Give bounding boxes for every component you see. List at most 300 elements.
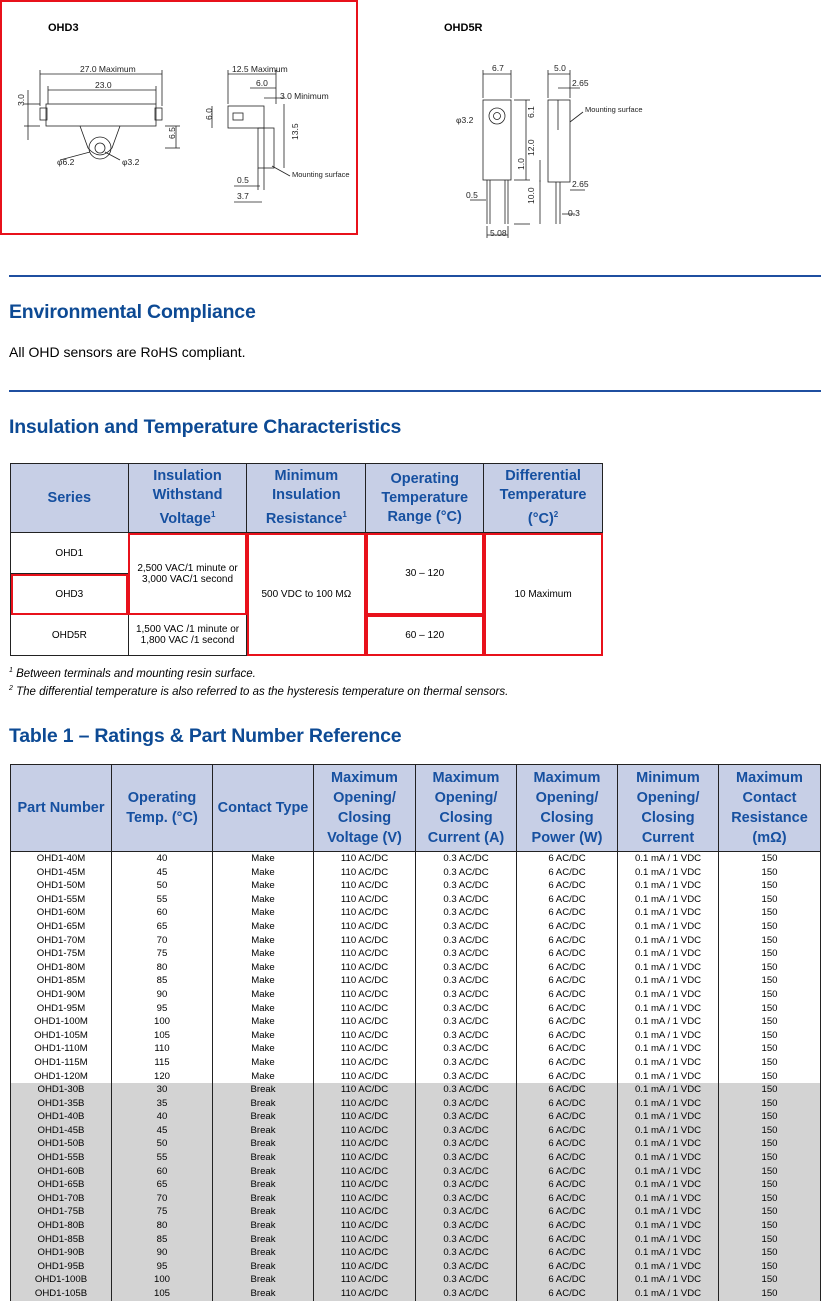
table-cell: 6 AC/DC — [517, 974, 618, 988]
table-cell: 45 — [112, 866, 213, 880]
table-cell: 75 — [112, 1205, 213, 1219]
table-cell: 0.3 AC/DC — [416, 1219, 517, 1233]
table-cell: 6 AC/DC — [517, 1029, 618, 1043]
table-cell: 150 — [719, 1002, 821, 1016]
table-cell: 110 AC/DC — [314, 1042, 416, 1056]
ohd5r-dim-d32: φ3.2 — [456, 115, 474, 125]
table-cell: 6 AC/DC — [517, 1083, 618, 1097]
table-cell: 0.1 mA / 1 VDC — [618, 988, 719, 1002]
table-cell: 150 — [719, 1151, 821, 1165]
ohd3-dim-max-length: 27.0 Maximum — [80, 64, 136, 74]
table-cell: OHD1-100M — [11, 1015, 112, 1029]
table-cell: 6 AC/DC — [517, 1205, 618, 1219]
table-cell: 110 AC/DC — [314, 879, 416, 893]
table-cell: 0.3 AC/DC — [416, 1070, 517, 1084]
table-cell: OHD1-70M — [11, 934, 112, 948]
ins-resistance: 500 VDC to 100 MΩ — [247, 533, 366, 656]
section-rule-2 — [9, 390, 821, 392]
table-cell: 150 — [719, 1042, 821, 1056]
table-cell: 110 AC/DC — [314, 1056, 416, 1070]
table-cell: 0.1 mA / 1 VDC — [618, 1083, 719, 1097]
table-cell: OHD1-35B — [11, 1097, 112, 1111]
ohd3-drawing — [0, 0, 360, 235]
table-cell: 6 AC/DC — [517, 1110, 618, 1124]
insulation-table — [10, 463, 603, 656]
table-row — [11, 1002, 821, 1016]
table-cell: OHD1-70B — [11, 1192, 112, 1206]
table-cell: 0.1 mA / 1 VDC — [618, 1178, 719, 1192]
table-cell: 100 — [112, 1273, 213, 1287]
table-cell: 0.1 mA / 1 VDC — [618, 1287, 719, 1301]
table-cell: 0.3 AC/DC — [416, 1002, 517, 1016]
footnote-2: $^2$ The differential temperature is also referred to as the hysteresis temperature on thermal sensors. — [9, 685, 509, 698]
table-cell: 0.3 AC/DC — [416, 906, 517, 920]
table-cell: 0.1 mA / 1 VDC — [618, 1137, 719, 1151]
table-cell: 150 — [719, 1219, 821, 1233]
table-cell: OHD1-50M — [11, 879, 112, 893]
table-cell: Break — [213, 1083, 314, 1097]
table-row — [11, 1233, 821, 1247]
table-cell: Break — [213, 1246, 314, 1260]
table-row — [11, 879, 821, 893]
ohd5r-dim-h61: 6.1 — [526, 106, 536, 118]
table-cell: 150 — [719, 1233, 821, 1247]
table-cell: 6 AC/DC — [517, 1219, 618, 1233]
table-cell: 110 AC/DC — [314, 1110, 416, 1124]
table-cell: 65 — [112, 920, 213, 934]
table-cell: 6 AC/DC — [517, 852, 618, 866]
table-cell: 150 — [719, 1070, 821, 1084]
table-cell: 0.3 AC/DC — [416, 1273, 517, 1287]
table-cell: Break — [213, 1260, 314, 1274]
table-cell: 150 — [719, 1124, 821, 1138]
ins-series-ohd1: OHD1 — [11, 533, 129, 574]
ins-series-ohd5r: OHD5R — [11, 615, 129, 656]
table-cell: 6 AC/DC — [517, 1137, 618, 1151]
ohd3-dim-t05: 0.5 — [237, 175, 249, 185]
table-cell: 110 AC/DC — [314, 1233, 416, 1247]
table-cell: 150 — [719, 934, 821, 948]
ohd5r-dim-h120: 12.0 — [526, 139, 536, 156]
table-cell: 150 — [719, 1015, 821, 1029]
table-cell: Make — [213, 1070, 314, 1084]
table-cell: 6 AC/DC — [517, 893, 618, 907]
table-cell: Break — [213, 1273, 314, 1287]
table-cell: 6 AC/DC — [517, 1273, 618, 1287]
table-cell: 6 AC/DC — [517, 1287, 618, 1301]
ins-header-row — [11, 464, 603, 533]
table-row — [11, 947, 821, 961]
table-cell: 0.3 AC/DC — [416, 947, 517, 961]
table-cell: Make — [213, 988, 314, 1002]
ohd3-dim-min30: 3.0 Minimum — [280, 91, 329, 101]
ins-range-1: 30 – 120 — [366, 533, 484, 615]
table-row — [11, 1110, 821, 1124]
table-row — [11, 1219, 821, 1233]
table-cell: OHD1-55M — [11, 893, 112, 907]
table-cell: OHD1-30B — [11, 1083, 112, 1097]
table-cell: Break — [213, 1233, 314, 1247]
table-cell: 6 AC/DC — [517, 866, 618, 880]
table-cell: 150 — [719, 1178, 821, 1192]
table-cell: 150 — [719, 920, 821, 934]
ins-voltage-1: 2,500 VAC/1 minute or 3,000 VAC/1 second — [128, 533, 247, 615]
table-cell: Make — [213, 1029, 314, 1043]
ratings-header-3: Maximum Opening/ Closing Voltage (V) — [314, 765, 416, 852]
table-cell: OHD1-60M — [11, 906, 112, 920]
table-cell: 0.3 AC/DC — [416, 1192, 517, 1206]
table-cell: 55 — [112, 893, 213, 907]
table-cell: 110 AC/DC — [314, 1287, 416, 1301]
table-cell: 0.3 AC/DC — [416, 988, 517, 1002]
table-cell: Make — [213, 893, 314, 907]
table-cell: OHD1-100B — [11, 1273, 112, 1287]
table-cell: Break — [213, 1110, 314, 1124]
table-cell: 150 — [719, 1110, 821, 1124]
table-row — [11, 1260, 821, 1274]
ohd3-dim-w60: 6.0 — [256, 78, 268, 88]
table-cell: Break — [213, 1137, 314, 1151]
table-cell: Break — [213, 1165, 314, 1179]
env-heading: Environmental Compliance — [9, 301, 256, 323]
ratings-header-5: Maximum Opening/ Closing Power (W) — [517, 765, 618, 852]
table-cell: 0.1 mA / 1 VDC — [618, 1260, 719, 1274]
table-cell: 6 AC/DC — [517, 879, 618, 893]
ohd5r-dim-pitch: 5.08 — [490, 228, 507, 238]
ohd3-mounting-label: Mounting surface — [292, 170, 350, 179]
table-cell: 0.1 mA / 1 VDC — [618, 947, 719, 961]
table-cell: 70 — [112, 1192, 213, 1206]
table-cell: 90 — [112, 1246, 213, 1260]
table-cell: 0.3 AC/DC — [416, 1151, 517, 1165]
table-cell: 60 — [112, 1165, 213, 1179]
table-cell: OHD1-95M — [11, 1002, 112, 1016]
table-cell: Make — [213, 866, 314, 880]
table-cell: OHD1-85B — [11, 1233, 112, 1247]
table-cell: Make — [213, 1056, 314, 1070]
table-cell: 0.3 AC/DC — [416, 1083, 517, 1097]
ins-header-series: Series — [11, 464, 129, 533]
table-row — [11, 1178, 821, 1192]
table-cell: 0.3 AC/DC — [416, 1042, 517, 1056]
table-cell: 0.1 mA / 1 VDC — [618, 1042, 719, 1056]
table-cell: 0.1 mA / 1 VDC — [618, 1165, 719, 1179]
ohd3-dim-h60: 6.0 — [204, 108, 214, 120]
table-cell: 55 — [112, 1151, 213, 1165]
table-cell: 0.3 AC/DC — [416, 1178, 517, 1192]
table-cell: 0.3 AC/DC — [416, 1124, 517, 1138]
table-cell: Make — [213, 1042, 314, 1056]
table-cell: 0.3 AC/DC — [416, 1056, 517, 1070]
table-cell: OHD1-45M — [11, 866, 112, 880]
table-cell: 0.1 mA / 1 VDC — [618, 879, 719, 893]
ohd3-dim-h135: 13.5 — [290, 123, 300, 140]
table-cell: 80 — [112, 1219, 213, 1233]
table-cell: 110 AC/DC — [314, 1165, 416, 1179]
ohd3-dim-t37: 3.7 — [237, 191, 249, 201]
table-cell: 0.3 AC/DC — [416, 1015, 517, 1029]
table-row — [11, 1273, 821, 1287]
ohd3-dim-w125: 12.5 Maximum — [232, 64, 288, 74]
table-cell: Break — [213, 1287, 314, 1301]
table-cell: 150 — [719, 879, 821, 893]
table-cell: 0.1 mA / 1 VDC — [618, 1110, 719, 1124]
table-cell: 0.3 AC/DC — [416, 1233, 517, 1247]
table-cell: 150 — [719, 1246, 821, 1260]
ohd5r-dim-w265a: 2.65 — [572, 78, 589, 88]
footnote-1: $^1$ Between terminals and mounting resin surface. — [9, 667, 256, 680]
table-row — [11, 1287, 821, 1301]
table-cell: 0.3 AC/DC — [416, 1029, 517, 1043]
table-cell: 150 — [719, 893, 821, 907]
table-cell: 110 AC/DC — [314, 988, 416, 1002]
table-cell: 0.1 mA / 1 VDC — [618, 1029, 719, 1043]
table-cell: 6 AC/DC — [517, 1015, 618, 1029]
table-cell: 0.3 AC/DC — [416, 934, 517, 948]
ohd5r-dim-t05: 0.5 — [466, 190, 478, 200]
ins-row-ohd1 — [11, 533, 603, 574]
ohd5r-dim-w67: 6.7 — [492, 63, 504, 73]
table-cell: 150 — [719, 961, 821, 975]
table-cell: 95 — [112, 1260, 213, 1274]
table-cell: Make — [213, 961, 314, 975]
table-cell: 110 AC/DC — [314, 852, 416, 866]
table-row — [11, 852, 821, 866]
table-cell: 0.1 mA / 1 VDC — [618, 1015, 719, 1029]
ins-heading: Insulation and Temperature Characteristics — [9, 416, 402, 438]
table-cell: 110 — [112, 1042, 213, 1056]
ins-header-resistance: Minimum Insulation Resistance$^1$ — [247, 464, 366, 533]
table-cell: 6 AC/DC — [517, 934, 618, 948]
table-cell: 6 AC/DC — [517, 988, 618, 1002]
table-cell: 0.1 mA / 1 VDC — [618, 893, 719, 907]
table-cell: 105 — [112, 1287, 213, 1301]
table-cell: OHD1-55B — [11, 1151, 112, 1165]
table-cell: 6 AC/DC — [517, 1178, 618, 1192]
table-cell: 0.1 mA / 1 VDC — [618, 920, 719, 934]
table-cell: 0.3 AC/DC — [416, 1137, 517, 1151]
ins-diff: 10 Maximum — [484, 533, 603, 656]
table-cell: 0.1 mA / 1 VDC — [618, 1246, 719, 1260]
table-cell: 0.1 mA / 1 VDC — [618, 866, 719, 880]
table-cell: 0.3 AC/DC — [416, 852, 517, 866]
table-cell: Make — [213, 947, 314, 961]
table-cell: 150 — [719, 974, 821, 988]
table-cell: Make — [213, 1002, 314, 1016]
ohd5r-dim-w265b: 2.65 — [572, 179, 589, 189]
table-cell: Break — [213, 1219, 314, 1233]
table-row — [11, 1205, 821, 1219]
table-cell: 110 AC/DC — [314, 1205, 416, 1219]
table-cell: 0.1 mA / 1 VDC — [618, 934, 719, 948]
table-cell: OHD1-40B — [11, 1110, 112, 1124]
table-cell: OHD1-95B — [11, 1260, 112, 1274]
table-cell: 0.3 AC/DC — [416, 920, 517, 934]
table-cell: 6 AC/DC — [517, 1002, 618, 1016]
table-cell: 110 AC/DC — [314, 1002, 416, 1016]
table-cell: 110 AC/DC — [314, 1070, 416, 1084]
table-row — [11, 906, 821, 920]
section-rule-1 — [9, 275, 821, 277]
ins-header-diff: Differential Temperature $(^\circ C)^2$ — [484, 464, 603, 533]
table-cell: 0.1 mA / 1 VDC — [618, 1056, 719, 1070]
table-cell: 0.1 mA / 1 VDC — [618, 1070, 719, 1084]
table-cell: Make — [213, 974, 314, 988]
ohd3-dim-length: 23.0 — [95, 80, 112, 90]
table-cell: 150 — [719, 1097, 821, 1111]
table-cell: 110 AC/DC — [314, 866, 416, 880]
table-cell: 0.1 mA / 1 VDC — [618, 1097, 719, 1111]
table-cell: 0.3 AC/DC — [416, 879, 517, 893]
ohd5r-title: OHD5R — [444, 22, 483, 34]
table-cell: OHD1-120M — [11, 1070, 112, 1084]
ins-header-range: Operating Temperature Range (°C) — [366, 464, 484, 533]
ratings-header-6: Minimum Opening/ Closing Current — [618, 765, 719, 852]
table-row — [11, 1192, 821, 1206]
table-cell: 70 — [112, 934, 213, 948]
table-cell: Make — [213, 906, 314, 920]
table-cell: 100 — [112, 1015, 213, 1029]
table-cell: 0.3 AC/DC — [416, 866, 517, 880]
table-cell: 150 — [719, 1192, 821, 1206]
table-cell: 150 — [719, 852, 821, 866]
table-cell: 150 — [719, 947, 821, 961]
table-cell: 0.3 AC/DC — [416, 1097, 517, 1111]
ohd5r-dim-h100: 10.0 — [526, 187, 536, 204]
table-cell: 110 AC/DC — [314, 1260, 416, 1274]
ratings-header-1: Operating Temp. (°C) — [112, 765, 213, 852]
table-cell: 0.3 AC/DC — [416, 961, 517, 975]
table-cell: 110 AC/DC — [314, 961, 416, 975]
table-cell: 0.1 mA / 1 VDC — [618, 961, 719, 975]
table-cell: 6 AC/DC — [517, 1260, 618, 1274]
table-cell: 0.1 mA / 1 VDC — [618, 1002, 719, 1016]
table-cell: 150 — [719, 1137, 821, 1151]
table-cell: 110 AC/DC — [314, 947, 416, 961]
table-cell: 6 AC/DC — [517, 1097, 618, 1111]
table-cell: OHD1-75B — [11, 1205, 112, 1219]
ratings-table — [10, 764, 821, 1301]
table-cell: OHD1-65B — [11, 1178, 112, 1192]
table-cell: 110 AC/DC — [314, 1178, 416, 1192]
table-cell: Make — [213, 920, 314, 934]
table-cell: OHD1-60B — [11, 1165, 112, 1179]
table-cell: 6 AC/DC — [517, 1233, 618, 1247]
ohd3-dim-65: 6.5 — [167, 127, 177, 139]
table-cell: 110 AC/DC — [314, 1273, 416, 1287]
table-cell: 85 — [112, 974, 213, 988]
table-cell: Make — [213, 852, 314, 866]
table-cell: 110 AC/DC — [314, 974, 416, 988]
table-cell: 6 AC/DC — [517, 1192, 618, 1206]
table-row — [11, 988, 821, 1002]
table-cell: Make — [213, 1015, 314, 1029]
table-row — [11, 1056, 821, 1070]
table-cell: 95 — [112, 1002, 213, 1016]
table-cell: OHD1-75M — [11, 947, 112, 961]
table-cell: 150 — [719, 866, 821, 880]
table-cell: 150 — [719, 988, 821, 1002]
ratings-body — [11, 852, 821, 1301]
table-row — [11, 1042, 821, 1056]
table-cell: 60 — [112, 906, 213, 920]
table-cell: 0.1 mA / 1 VDC — [618, 906, 719, 920]
table-cell: 6 AC/DC — [517, 1151, 618, 1165]
table-cell: OHD1-105M — [11, 1029, 112, 1043]
table-cell: 110 AC/DC — [314, 1124, 416, 1138]
table-cell: Make — [213, 934, 314, 948]
table-cell: Break — [213, 1124, 314, 1138]
table-cell: 0.3 AC/DC — [416, 1165, 517, 1179]
table-row — [11, 1151, 821, 1165]
table-cell: 0.3 AC/DC — [416, 1287, 517, 1301]
table-cell: OHD1-90B — [11, 1246, 112, 1260]
table-cell: 110 AC/DC — [314, 893, 416, 907]
table-cell: 0.1 mA / 1 VDC — [618, 1151, 719, 1165]
table-cell: 0.1 mA / 1 VDC — [618, 1192, 719, 1206]
table-cell: 0.1 mA / 1 VDC — [618, 974, 719, 988]
table-cell: Break — [213, 1178, 314, 1192]
ratings-header-2: Contact Type — [213, 765, 314, 852]
ratings-header-7: Maximum Contact Resistance (mΩ) — [719, 765, 821, 852]
table-cell: 80 — [112, 961, 213, 975]
table-cell: 75 — [112, 947, 213, 961]
table-cell: 0.1 mA / 1 VDC — [618, 1219, 719, 1233]
ratings-header-4: Maximum Opening/ Closing Current (A) — [416, 765, 517, 852]
table-cell: 0.1 mA / 1 VDC — [618, 1124, 719, 1138]
table-cell: 110 AC/DC — [314, 1029, 416, 1043]
table-cell: OHD1-115M — [11, 1056, 112, 1070]
table-cell: 65 — [112, 1178, 213, 1192]
table-cell: OHD1-110M — [11, 1042, 112, 1056]
table-cell: 110 AC/DC — [314, 934, 416, 948]
table-cell: 110 AC/DC — [314, 1192, 416, 1206]
table-cell: OHD1-40M — [11, 852, 112, 866]
table-cell: 6 AC/DC — [517, 1124, 618, 1138]
table-cell: 0.3 AC/DC — [416, 893, 517, 907]
table-cell: 0.1 mA / 1 VDC — [618, 852, 719, 866]
table-row — [11, 866, 821, 880]
table-cell: 90 — [112, 988, 213, 1002]
table-cell: 110 AC/DC — [314, 920, 416, 934]
table-cell: OHD1-50B — [11, 1137, 112, 1151]
ins-series-ohd3: OHD3 — [11, 574, 129, 615]
table-row — [11, 974, 821, 988]
table-cell: 150 — [719, 1260, 821, 1274]
ratings-header-row — [11, 765, 821, 852]
ohd3-dim-d62: φ6.2 — [57, 157, 75, 167]
table-cell: 35 — [112, 1097, 213, 1111]
table-cell: 110 AC/DC — [314, 1015, 416, 1029]
table-cell: 6 AC/DC — [517, 1165, 618, 1179]
table-row — [11, 1097, 821, 1111]
table-cell: 110 AC/DC — [314, 1137, 416, 1151]
table-cell: 120 — [112, 1070, 213, 1084]
ohd3-title: OHD3 — [48, 22, 79, 34]
ratings-header-0: Part Number — [11, 765, 112, 852]
ins-voltage-2: 1,500 VAC /1 minute or 1,800 VAC /1 second — [128, 615, 247, 656]
table-cell: 0.1 mA / 1 VDC — [618, 1233, 719, 1247]
table-cell: OHD1-45B — [11, 1124, 112, 1138]
table-cell: 0.3 AC/DC — [416, 1246, 517, 1260]
table-cell: 6 AC/DC — [517, 906, 618, 920]
table-cell: 115 — [112, 1056, 213, 1070]
table-cell: 6 AC/DC — [517, 1042, 618, 1056]
table-cell: Break — [213, 1151, 314, 1165]
table-cell: 110 AC/DC — [314, 1219, 416, 1233]
table-cell: 110 AC/DC — [314, 1246, 416, 1260]
table-cell: 6 AC/DC — [517, 961, 618, 975]
